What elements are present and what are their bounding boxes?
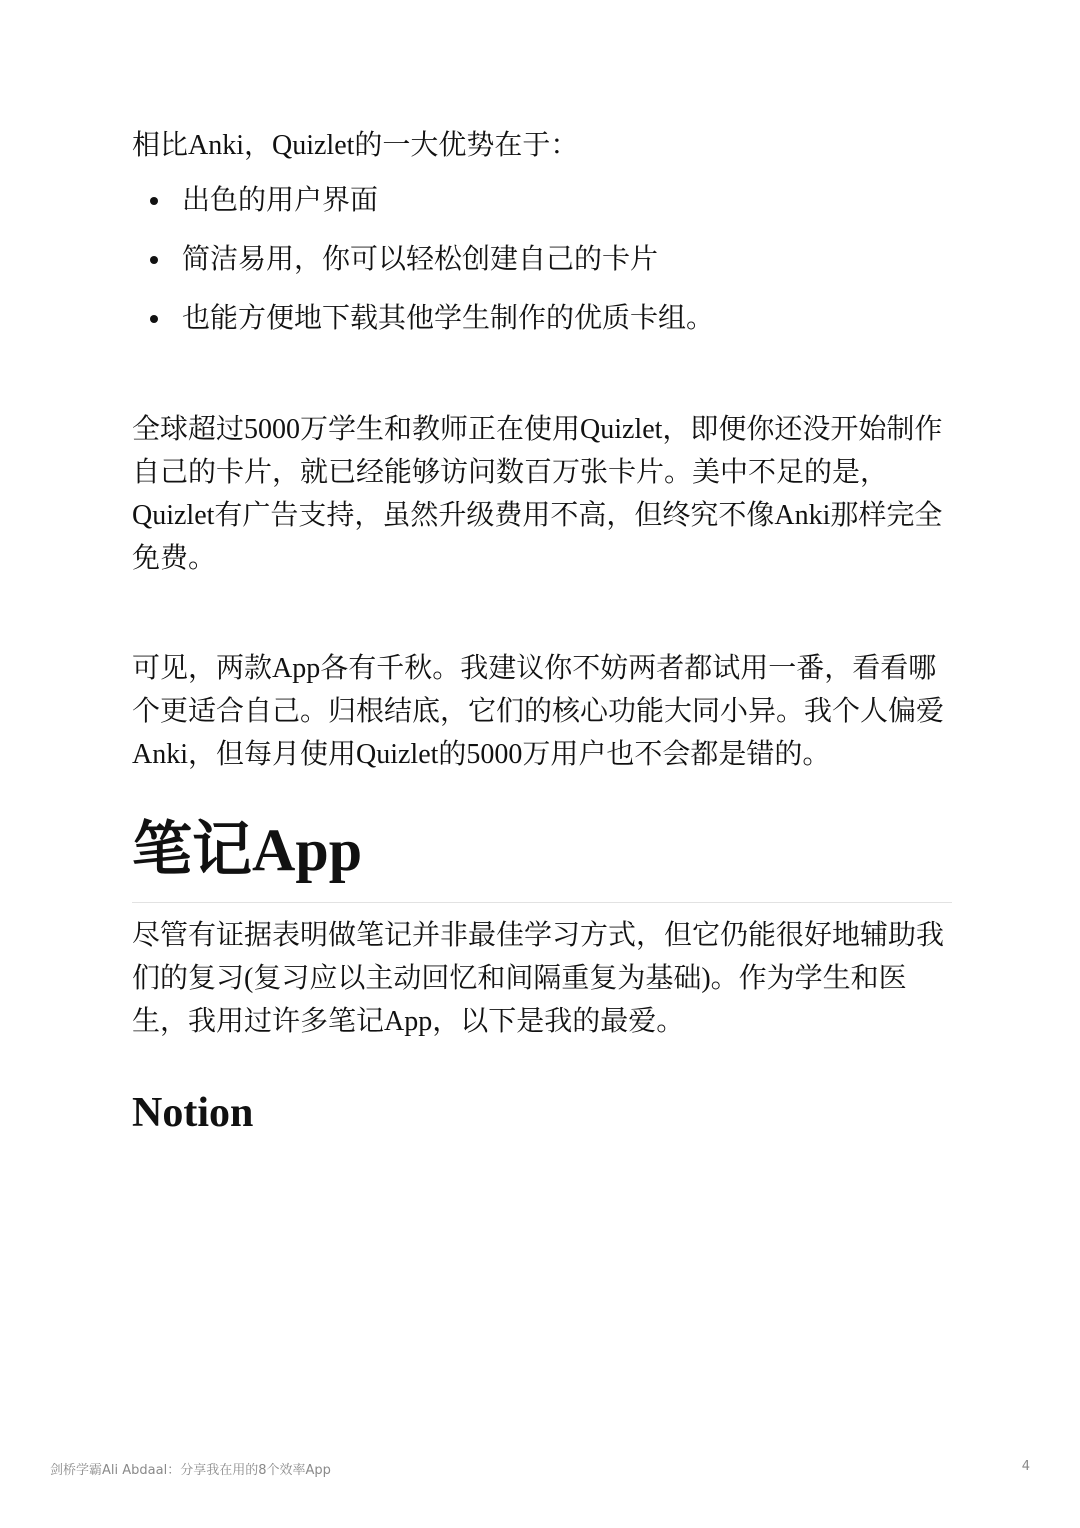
footer-doc-title: 剑桥学霸Ali Abdaal：分享我在用的8个效率App [50,1463,331,1478]
footer-page-number: 4 [1021,1459,1030,1474]
paragraph-quizlet-users: 全球超过5000万学生和教师正在使用Quizlet，即便你还没开始制作自己的卡片，就已经能够访问数百万张卡片。美中不足的是，Quizlet有广告支持，虽然升级费用不高，但终究不像Anki那样完全免费。 [132,414,943,574]
list-item: 出色的用户界面 [132,179,952,222]
page-content [132,124,952,1143]
intro-text: 相比Anki，Quizlet的一大优势在于： [132,130,579,161]
paragraph-conclusion: 可见，两款App各有千秋。我建议你不妨两者都试用一番，看看哪个更适合自己。归根结底，它们的核心功能大同小异。我个人偏爱Anki，但每月使用Quizlet的5000万用户也不会都是错的。 [132,653,945,770]
subsection-title: Notion [132,1090,254,1136]
list-item: 简洁易用，你可以轻松创建自己的卡片 [132,238,952,281]
list-item: 也能方便地下载其他学生制作的优质卡组。 [132,297,952,340]
advantages-list [132,179,952,340]
paragraph-notes: 尽管有证据表明做笔记并非最佳学习方式，但它仍能很好地辅助我们的复习(复习应以主动回忆和间隔重复为基础)。作为学生和医生，我用过许多笔记App，以下是我的最爱。 [132,920,945,1037]
section-title: 笔记App [132,810,952,903]
